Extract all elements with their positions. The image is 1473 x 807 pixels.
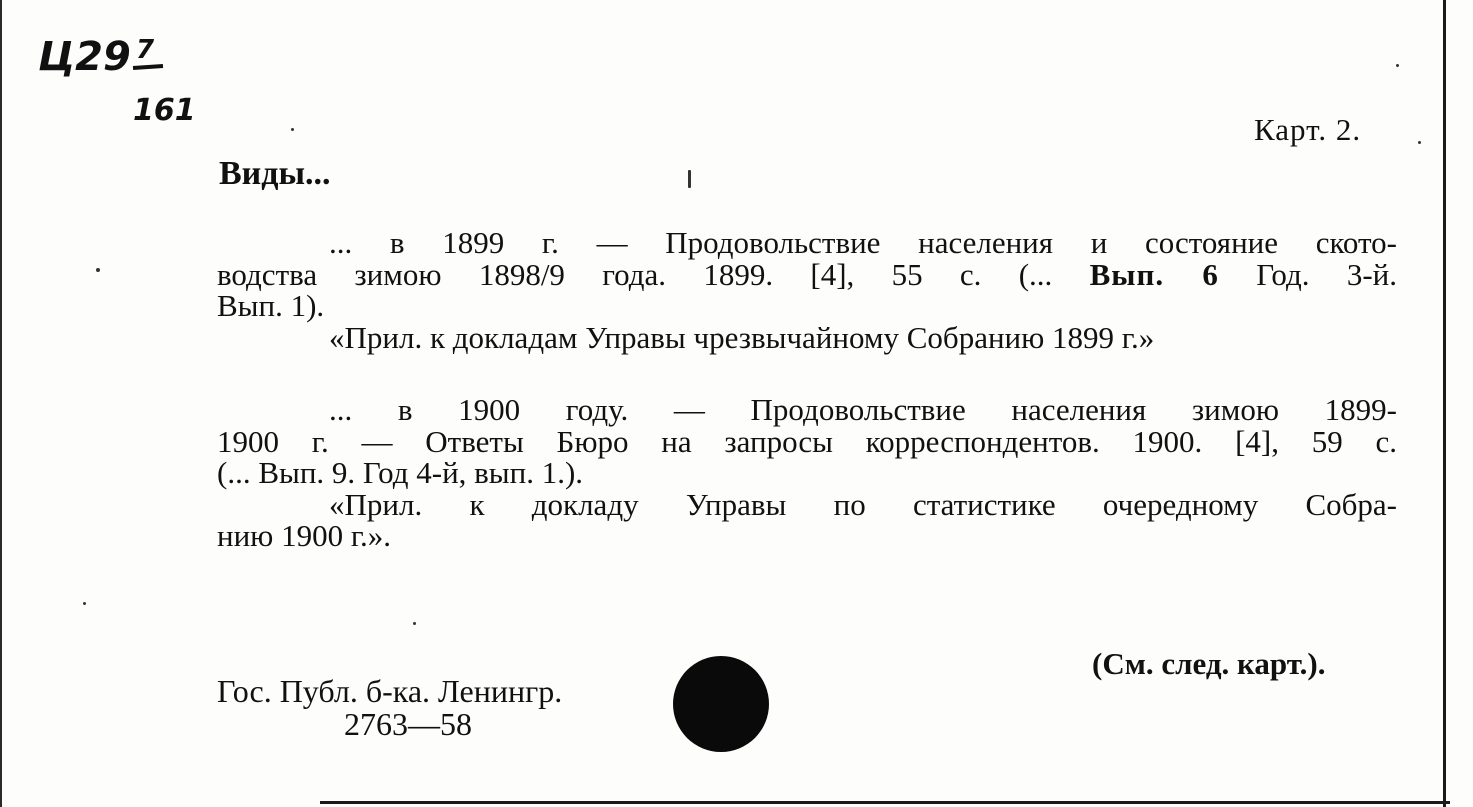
scan-speck — [413, 622, 416, 625]
scan-speck — [291, 128, 294, 131]
entry-note: «Прил. к докладам Управы чрезвычайному Собранию 1899 г.» — [329, 319, 1155, 355]
entry-line: Вып. 1). — [217, 288, 325, 323]
library-code: 2763—58 — [344, 706, 472, 742]
card-right-edge — [1443, 0, 1446, 807]
shelfmark-fraction-top: 7 — [136, 35, 155, 65]
see-next-card: (См. след. карт.). — [1092, 646, 1326, 681]
shelfmark-fraction-bar — [133, 66, 163, 68]
entry-line-tail: Год. 3-й. — [1256, 256, 1398, 292]
scan-speck — [1418, 141, 1421, 144]
punch-hole — [673, 656, 769, 752]
entry-line-text: водства зимою 1898/9 года. 1899. [4], 55 с. (... — [217, 256, 1053, 292]
bibliographic-entry-1900 — [217, 394, 1397, 552]
entry-line: ... в 1900 году. — Продовольствие населения зимою 1899- — [329, 392, 1397, 427]
entry-line: ... в 1899 г. — Продовольствие населения и состояние ското- — [329, 225, 1397, 260]
bibliographic-entry-1899 — [217, 227, 1397, 353]
library-name: Гос. Публ. б-ка. Ленингр. — [217, 673, 563, 709]
card-number: Карт. 2. — [1254, 112, 1362, 147]
entry-line — [217, 256, 1398, 292]
card-heading: Виды... — [219, 155, 331, 192]
entry-note: «Прил. к докладу Управы по статистике очередному Собра- — [329, 486, 1397, 522]
handwritten-shelfmark — [38, 28, 208, 128]
entry-line: 1900 г. — Ответы Бюро на запросы корреспондентов. 1900. [4], 59 с. — [217, 423, 1397, 459]
shelfmark-main: Ц29 — [38, 34, 131, 80]
stamp-overprint: Вып. 6 — [1089, 256, 1219, 292]
scan-speck — [688, 170, 691, 188]
shelfmark-fraction-bottom: 161 — [133, 93, 196, 128]
scan-speck — [1396, 64, 1399, 67]
entry-note: нию 1900 г.». — [217, 518, 392, 553]
card-left-edge — [0, 0, 2, 807]
card-bottom-edge — [320, 801, 1450, 804]
library-imprint — [217, 675, 562, 741]
scan-speck — [83, 602, 86, 605]
entry-line: (... Вып. 9. Год 4-й, вып. 1.). — [217, 455, 584, 490]
scan-speck — [96, 268, 100, 272]
